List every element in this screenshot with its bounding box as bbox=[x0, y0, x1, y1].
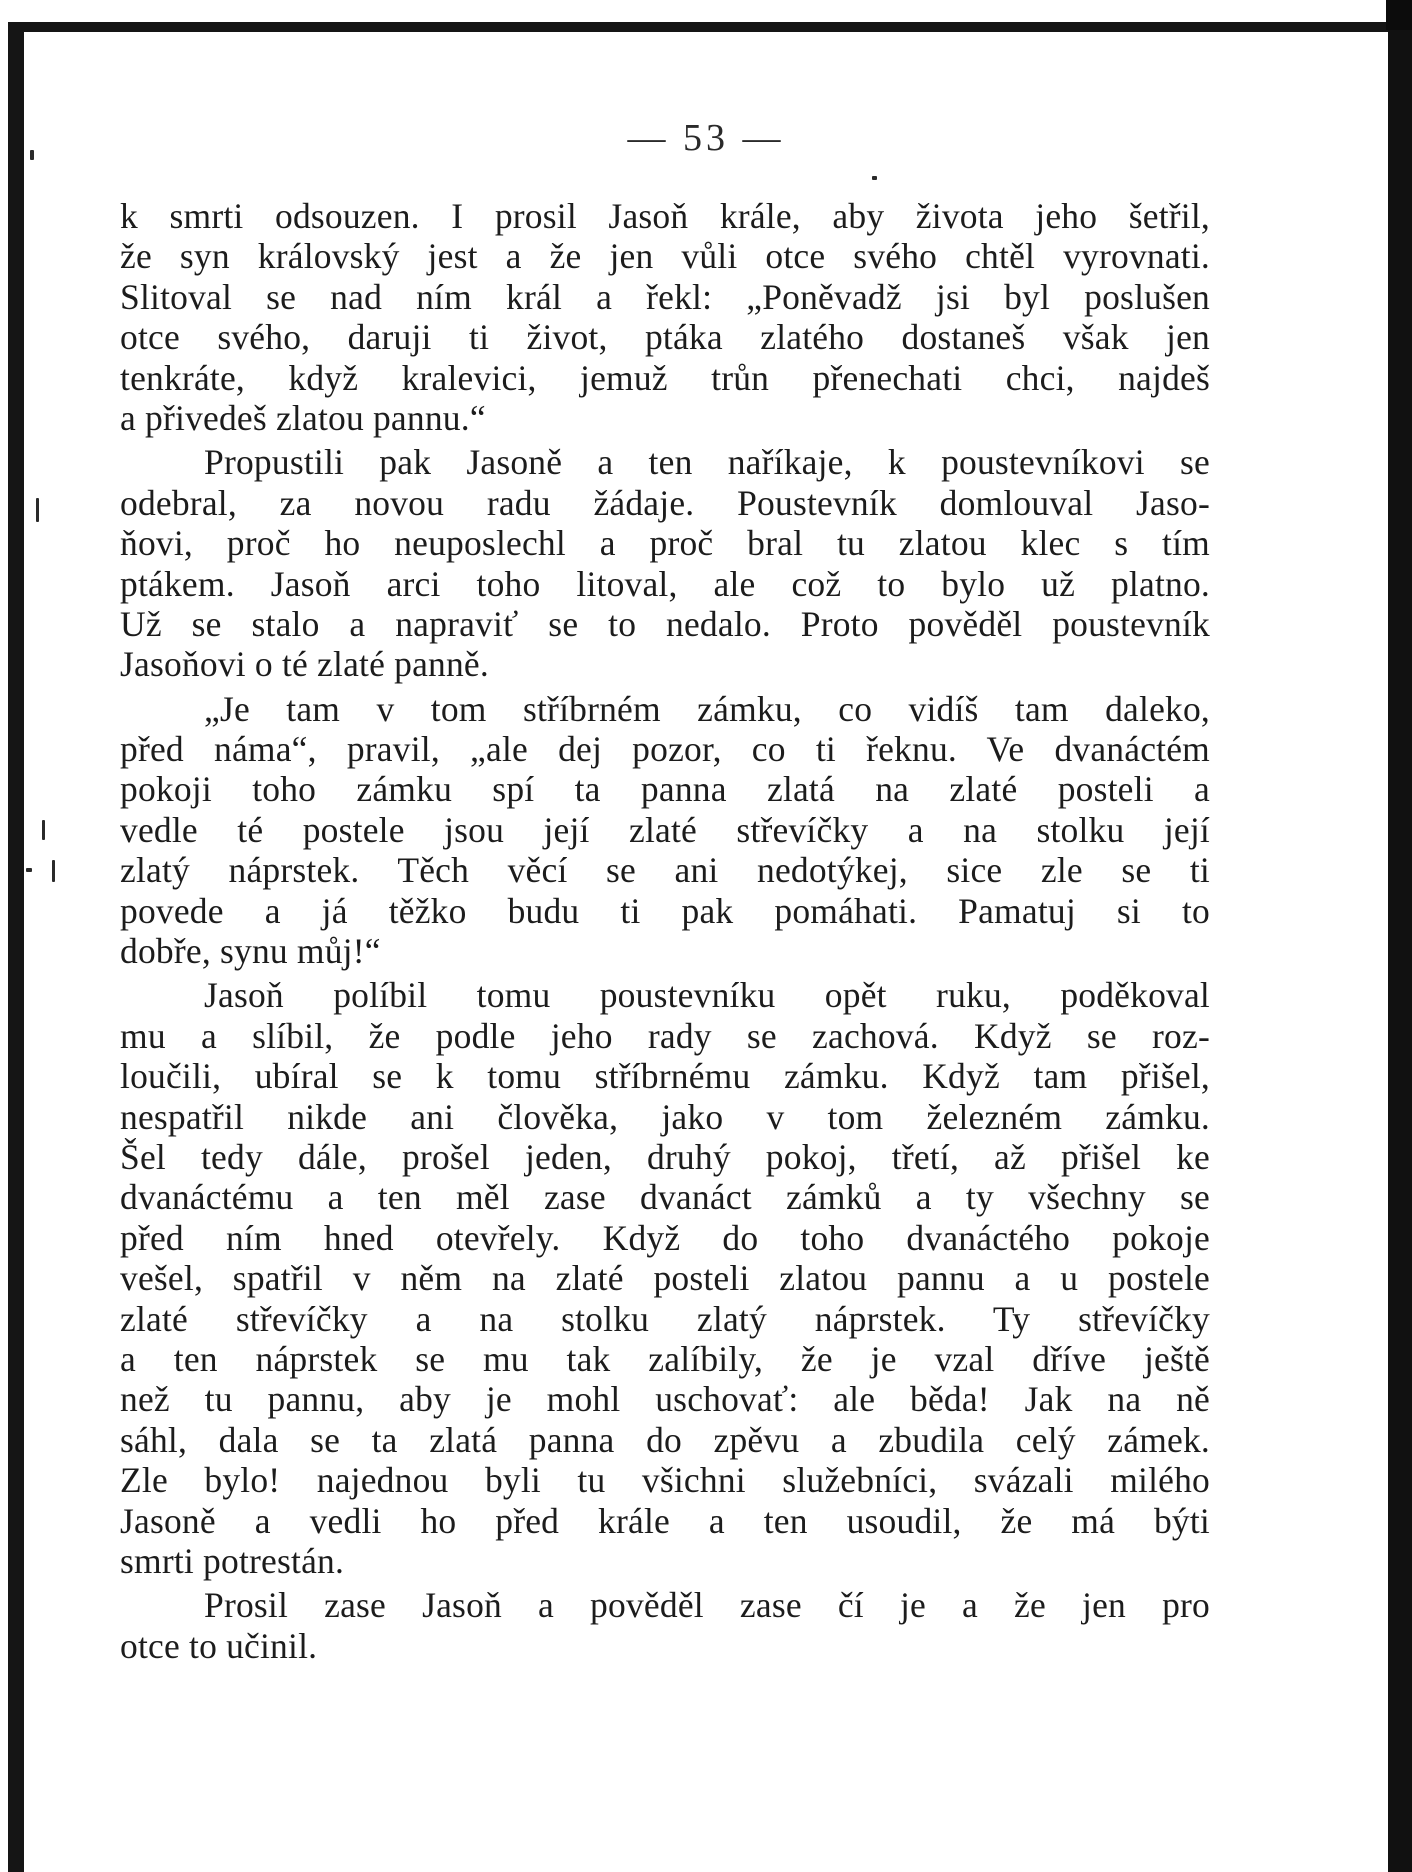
text-line: a ten náprstek se mu tak zalíbily, že je vzal dříve ještě bbox=[120, 1338, 1210, 1379]
text-line: vedle té postele jsou její zlaté střevíčky a na stolku její bbox=[120, 809, 1210, 850]
text-line: před náma“, pravil, „ale dej pozor, co ti řeknu. Ve dvanáctém bbox=[120, 729, 1210, 770]
text-line: pokoji toho zámku spí ta panna zlatá na zlaté posteli a bbox=[120, 769, 1210, 810]
text-line: dobře, synu můj!“ bbox=[120, 931, 381, 972]
scan-speck bbox=[42, 820, 45, 840]
text-line: před ním hned otevřely. Když do toho dvanáctého pokoje bbox=[120, 1217, 1210, 1258]
text-line: dvanáctému a ten měl zase dvanáct zámků a ty všechny se bbox=[120, 1177, 1210, 1218]
text-line: smrti potrestán. bbox=[120, 1540, 345, 1581]
scan-speck bbox=[52, 860, 55, 882]
text-line: Už se stalo a napraviť se to nedalo. Proto pověděl poustevník bbox=[120, 603, 1210, 644]
text-line: k smrti odsouzen. I prosil Jasoň krále, aby života jeho šetřil, bbox=[120, 196, 1210, 236]
text-line: a přivedeš zlatou pannu.“ bbox=[120, 397, 486, 438]
text-line: Jasoňovi o té zlaté panně. bbox=[120, 644, 489, 685]
scan-speck bbox=[26, 868, 32, 872]
text-line: zlatý náprstek. Těch věcí se ani nedotýkej, sice zle se ti bbox=[120, 850, 1210, 891]
scan-border-right bbox=[1388, 0, 1412, 1872]
text-line: povede a já těžko budu ti pak pomáhati. Pamatuj si to bbox=[120, 890, 1210, 931]
paragraph bbox=[120, 975, 1210, 1581]
text-line: Šel tedy dále, prošel jeden, druhý pokoj, třetí, až přišel ke bbox=[120, 1136, 1210, 1177]
text-line: odebral, za novou radu žádaje. Poustevník domlouval Jaso- bbox=[120, 482, 1210, 523]
text-line: Jasoň políbil tomu poustevníku opět ruku, poděkoval bbox=[204, 975, 1210, 1016]
text-line: otce to učinil. bbox=[120, 1625, 318, 1666]
paragraph bbox=[120, 1585, 1210, 1666]
text-line: zlaté střevíčky a na stolku zlatý náprstek. Ty střevíčky bbox=[120, 1298, 1210, 1339]
page-number: — 53 — bbox=[627, 117, 785, 159]
scan-border-left bbox=[8, 28, 24, 1872]
text-line: „Je tam v tom stříbrném zámku, co vidíš tam daleko, bbox=[204, 688, 1210, 729]
text-line: Propustili pak Jasoně a ten naříkaje, k poustevníkovi se bbox=[204, 442, 1210, 483]
scan-border-top bbox=[8, 22, 1412, 32]
body-text bbox=[120, 196, 1210, 1666]
paragraph bbox=[120, 196, 1210, 438]
text-line: Zle bylo! najednou byli tu všichni služebníci, svázali milého bbox=[120, 1460, 1210, 1501]
paragraph bbox=[120, 442, 1210, 684]
text-line: sáhl, dala se ta zlatá panna do zpěvu a zbudila celý zámek. bbox=[120, 1419, 1210, 1460]
text-line: Jasoně a vedli ho před krále a ten usoudil, že má býti bbox=[120, 1500, 1210, 1541]
scan-speck bbox=[36, 498, 39, 522]
scan-corner-shadow bbox=[1386, 0, 1412, 30]
text-line: ňovi, proč ho neuposlechl a proč bral tu zlatou klec s tím bbox=[120, 523, 1210, 564]
text-line: mu a slíbil, že podle jeho rady se zachová. Když se roz- bbox=[120, 1015, 1210, 1056]
text-line: vešel, spatřil v něm na zlaté posteli zlatou pannu a u postele bbox=[120, 1258, 1210, 1299]
text-line: že syn královský jest a že jen vůli otce svého chtěl vyrovnati. bbox=[120, 236, 1210, 277]
text-line: Slitoval se nad ním král a řekl: „Poněvadž jsi byl poslušen bbox=[120, 276, 1210, 317]
text-line: loučili, ubíral se k tomu stříbrnému zámku. Když tam přišel, bbox=[120, 1056, 1210, 1097]
scan-speck bbox=[872, 176, 877, 180]
paragraph bbox=[120, 689, 1210, 972]
text-line: Prosil zase Jasoň a pověděl zase čí je a že jen pro bbox=[204, 1585, 1210, 1626]
text-line: než tu pannu, aby je mohl uschovať: ale běda! Jak na ně bbox=[120, 1379, 1210, 1420]
text-line: otce svého, daruji ti život, ptáka zlatého dostaneš však jen bbox=[120, 317, 1210, 358]
text-line: tenkráte, když kralevici, jemuž trůn přenechati chci, najdeš bbox=[120, 357, 1210, 398]
text-line: ptákem. Jasoň arci toho litoval, ale což to bylo už platno. bbox=[120, 563, 1210, 604]
text-line: nespatřil nikde ani člověka, jako v tom železném zámku. bbox=[120, 1096, 1210, 1137]
